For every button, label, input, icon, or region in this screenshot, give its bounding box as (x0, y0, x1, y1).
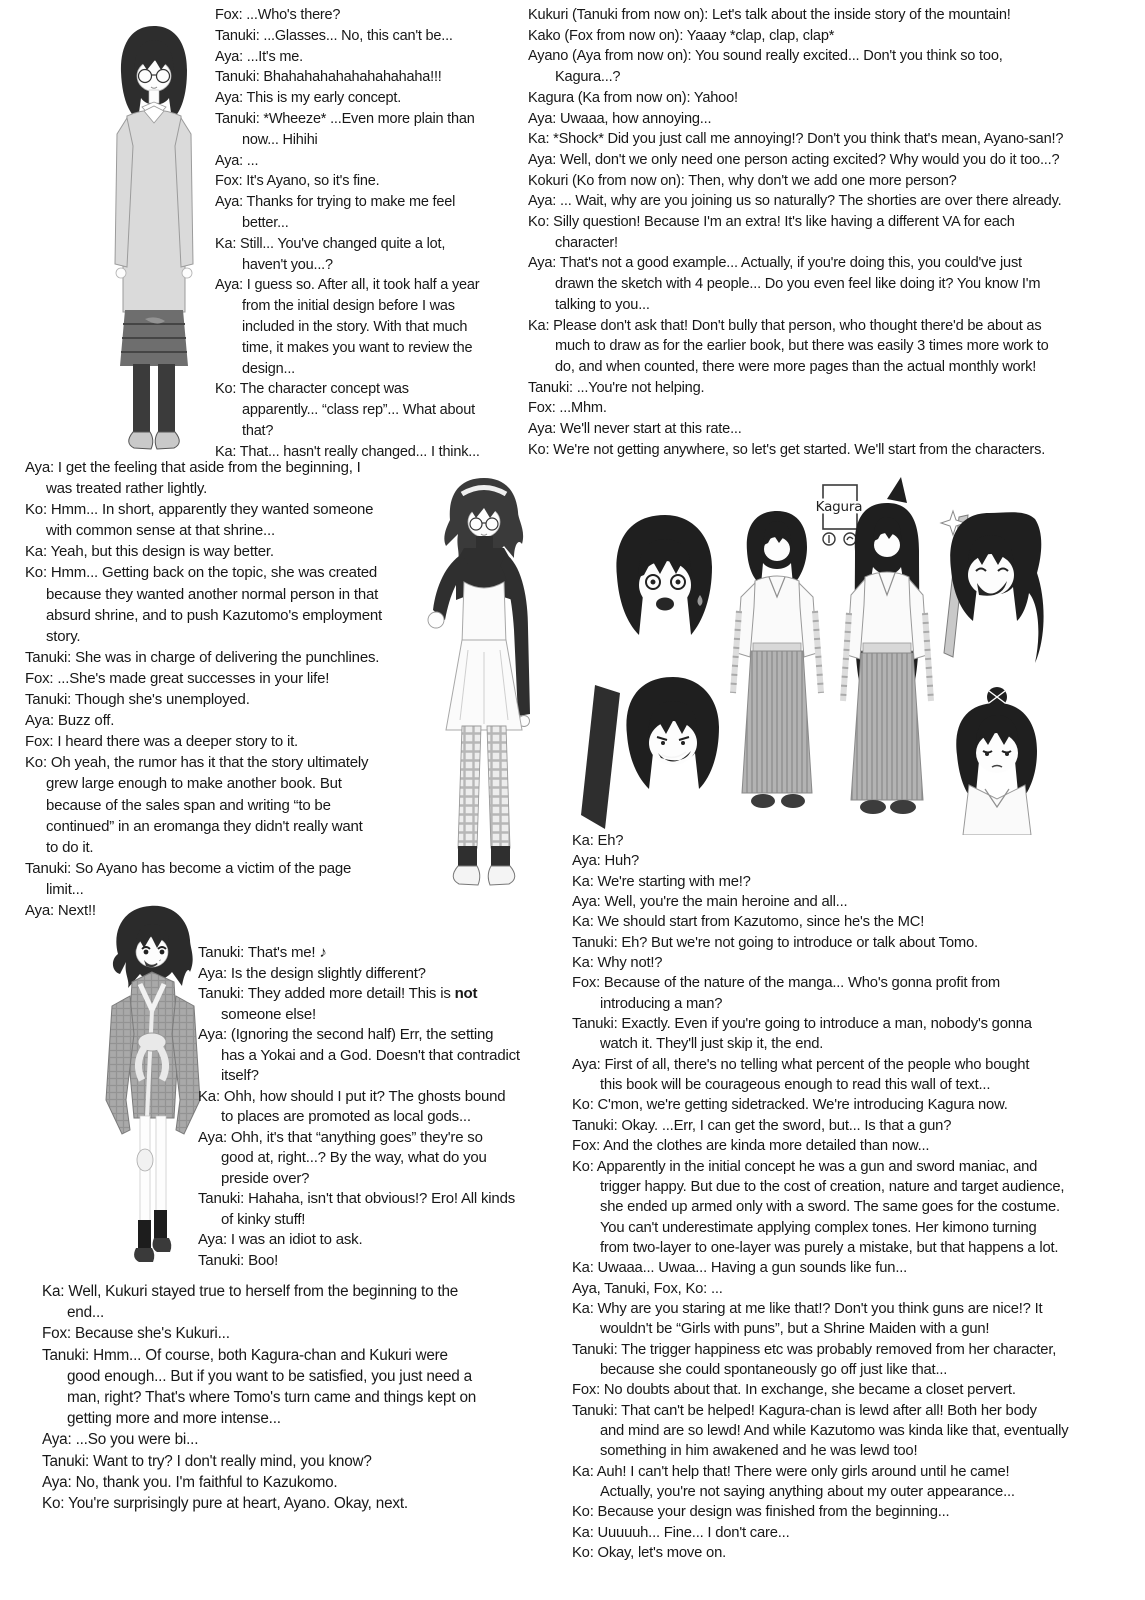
illustration-kukuri (92, 900, 208, 1277)
dialogue-line: Fox: It's Ayano, so it's fine. (215, 173, 380, 190)
dialogue-line: Tanuki: Boo! (198, 1251, 279, 1269)
dialogue-line: Aya: Thanks for trying to make me feel (215, 194, 456, 211)
dialogue-line: good at, right...? By the way, what do you (221, 1149, 487, 1166)
dialogue-line: to do it. (46, 838, 94, 856)
dialogue-line: someone else! (221, 1005, 316, 1023)
dialogue-line: Kokuri (Ko from now on): Then, why don't we add one more person? (528, 172, 957, 189)
dialogue-line: Ko: Okay, let's move on. (572, 1545, 727, 1562)
dialogue-line: Aya, Tanuki, Fox, Ko: ... (572, 1280, 723, 1297)
dialogue-line: Ka: Yeah, but this design is way better. (25, 543, 274, 561)
dialogue-line: Aya: I guess so. After all, it took half a year (215, 277, 480, 294)
dialogue-line: Actually, you're not saying anything about my outer appearance... (600, 1484, 1015, 1500)
dialogue-line: has a Yokai and a God. Doesn't that contradict (221, 1046, 520, 1064)
dialogue-line: Tanuki: Eh? But we're not going to introduce or talk about Tomo. (572, 934, 978, 951)
dialogue-line: Tanuki: That's me! ♪ (198, 944, 327, 961)
dialogue-line: Ko: Hmm... Getting back on the topic, she was created (25, 564, 378, 582)
dialogue-line: Ka: We should start from Kazutomo, since he's the MC! (572, 914, 925, 931)
dialogue-line: Tanuki: Though she's unemployed. (25, 691, 250, 709)
dialogue-line: Ka: Why are you staring at me like that!? Don't you think guns are nice!? It (572, 1300, 1043, 1317)
dialogue-line: Tanuki: Hahaha, isn't that obvious!? Ero! All kinds (198, 1190, 516, 1207)
dialogue-line: and mind are so lewd! And while Kazutomo was kinda like that, eventually (600, 1422, 1069, 1439)
dialogue-line: Aya: ... (215, 152, 259, 169)
dialogue-line: Aya: I get the feeling that aside from the beginning, I (25, 459, 361, 476)
ayano-second-concept-sketch (406, 468, 548, 906)
dialogue-line: Aya: ...So you were bi... (42, 1431, 199, 1449)
dialogue-line: because of the sales span and writing “to be (46, 796, 331, 814)
dialogue-line: Aya: Well, don't we only need one person acting excited? Why would you do it too...? (528, 151, 1060, 168)
dialogue-line: grew large enough to make another book. But (46, 775, 342, 793)
dialogue-line: Aya: First of all, there's no telling what percent of the people who bought (572, 1056, 1030, 1073)
dialogue-line: man, right? That's where Tomo's turn came and things kept on (67, 1389, 477, 1407)
dialogue-block-kukuri-footer (42, 1281, 587, 1514)
dialogue-block-kukuri (198, 943, 553, 1271)
dialogue-line: Tanuki: Hmm... Of course, both Kagura-chan and Kukuri were (42, 1346, 448, 1364)
dialogue-line: Aya: ... Wait, why are you joining us so naturally? The shorties are over there already. (528, 193, 1062, 210)
dialogue-line: Tanuki: The trigger happiness etc was probably removed from her character, (572, 1341, 1057, 1358)
dialogue-line: Fox: No doubts about that. In exchange, she became a closet pervert. (572, 1382, 1016, 1399)
dialogue-line: Ka: *Shock* Did you just call me annoying!? Don't you think that's mean, Ayano-san!? (528, 131, 1064, 148)
dialogue-line: Aya: This is my early concept. (215, 90, 402, 107)
dialogue-block-intro-right (528, 5, 1143, 460)
kagura-shocked-face-sketch (616, 515, 712, 635)
dialogue-line: Ka: Ohh, how should I put it? The ghosts bound (198, 1087, 506, 1105)
dialogue-line: Ko: The character concept was (215, 381, 409, 398)
dialogue-line: Aya: Ohh, it's that “anything goes” they're so (198, 1128, 483, 1146)
dialogue-line: Aya: Next!! (25, 901, 96, 919)
dialogue-line: time, it makes you want to review the (242, 339, 473, 356)
dialogue-line: getting more and more intense... (67, 1410, 281, 1428)
dialogue-line: included in the story. With that much (242, 318, 468, 335)
dialogue-line: Tanuki: That can't be helped! Kagura-chan is lewd after all! Both her body (572, 1402, 1037, 1419)
dialogue-line: limit... (46, 880, 84, 898)
illustration-ayano-second-concept (406, 468, 548, 911)
dialogue-line: trigger happy. But due to the cost of creation, nature and target audience, (600, 1178, 1065, 1195)
dialogue-line: because she could spontaneously go off just like that... (600, 1361, 948, 1378)
kagura-miko-front-sketch (733, 511, 821, 808)
dialogue-line: Fox: Because she's Kukuri... (42, 1325, 230, 1343)
dialogue-line: Aya: Well, you're the main heroine and all... (572, 894, 848, 911)
dialogue-line: introducing a man? (600, 995, 723, 1012)
dialogue-line: Ko: C'mon, we're getting sidetracked. We're introducing Kagura now. (572, 1097, 1008, 1114)
dialogue-line: Tanuki: Bhahahahahahahahahaha!!! (215, 69, 442, 86)
dialogue-line: Tanuki: *Wheeze* ...Even more plain than (215, 110, 475, 127)
dialogue-line: Ko: Because your design was finished from the beginning... (572, 1504, 950, 1521)
dialogue-line: Ko: We're not getting anywhere, so let's get started. We'll start from the characters. (528, 441, 1046, 458)
dialogue-line: Tanuki: They added more detail! This is not (198, 985, 478, 1002)
dialogue-line: this book will be courageous enough to read this wall of text... (600, 1077, 991, 1094)
ayano-early-concept-sketch (93, 14, 215, 456)
dialogue-line: preside over? (221, 1169, 310, 1187)
dialogue-line: that? (242, 422, 274, 439)
dialogue-line: Fox: And the clothes are kinda more detailed than now... (572, 1138, 930, 1155)
dialogue-line: Aya: ...It's me. (215, 48, 303, 65)
dialogue-line: good enough... But if you want to be satisfied, you just need a (67, 1367, 472, 1385)
dialogue-line: Kagura...? (555, 69, 621, 86)
dialogue-line: Fox: Because of the nature of the manga... Who's gonna profit from (572, 975, 1001, 992)
dialogue-line: with common sense at that shrine... (46, 522, 275, 540)
dialogue-line: Ka: That... hasn't really changed... I think... (215, 443, 480, 460)
dialogue-line: much to draw as for the earlier book, but there was easily 3 times more work to (555, 338, 1049, 355)
dialogue-line: Ayano (Aya from now on): You sound really excited... Don't you think so too, (528, 48, 1003, 65)
dialogue-line: Aya: Buzz off. (25, 712, 115, 730)
dialogue-line: Ka: Still... You've changed quite a lot, (215, 235, 446, 252)
dialogue-line: Tanuki: Want to try? I don't really mind, you know? (42, 1452, 372, 1470)
dialogue-line: of kinky stuff! (221, 1210, 306, 1228)
dialogue-line: Tanuki: She was in charge of delivering the punchlines. (25, 648, 380, 666)
dialogue-line: Aya: No, thank you. I'm faithful to Kazukomo. (42, 1473, 338, 1491)
dialogue-line: Aya: We'll never start at this rate... (528, 421, 742, 438)
dialogue-line: Ka: Why not!? (572, 955, 663, 972)
dialogue-line: Kako (Fox from now on): Yaaay *clap, clap, clap* (528, 27, 835, 44)
dialogue-line: to places are promoted as local gods... (221, 1108, 471, 1125)
dialogue-line: watch it. They'll just skip it, the end. (600, 1036, 824, 1053)
dialogue-line: drawn the sketch with 4 people... Do you even feel like doing it? You know I'm (555, 276, 1041, 293)
dialogue-line: Ka: Well, Kukuri stayed true to herself from the beginning to the (42, 1283, 459, 1300)
kukuri-tanuki-girl-sketch (92, 900, 208, 1272)
kagura-laughing-face-sketch (941, 511, 1044, 663)
dialogue-line: apparently... “class rep”... What about (242, 402, 475, 419)
dialogue-line: Aya: Huh? (572, 853, 640, 870)
dialogue-block-intro-left (215, 5, 547, 463)
dialogue-line: Ka: Eh? (572, 833, 624, 849)
dialogue-line: You can't underestimate applying complex tones. Her kimono turning (600, 1219, 1037, 1236)
dialogue-line: was treated rather lightly. (46, 480, 208, 498)
dialogue-line: Ka: Auh! I can't help that! There were only girls around until he came! (572, 1463, 1010, 1480)
dialogue-line: story. (46, 627, 81, 645)
dialogue-block-kagura (572, 831, 1145, 1563)
dialogue-line: design... (242, 360, 296, 377)
dialogue-line: Fox: I heard there was a deeper story to it. (25, 733, 299, 751)
dialogue-line: continued” in an eromanga they didn't really want (46, 817, 363, 835)
dialogue-line: haven't you...? (242, 256, 333, 273)
dialogue-line: she ended up armed only with a sword. The same goes for the costume. (600, 1199, 1060, 1216)
dialogue-line: Kagura (Ka from now on): Yahoo! (528, 89, 738, 106)
dialogue-line: Aya: That's not a good example... Actually, if you're doing this, you could've just (528, 255, 1022, 272)
kagura-label: Kagura (815, 499, 863, 515)
kagura-pouting-face-sketch (956, 687, 1037, 835)
dialogue-line: Ka: Please don't ask that! Don't bully that person, who thought there'd be about as (528, 317, 1042, 334)
dialogue-block-ayano (25, 457, 425, 921)
dialogue-line: itself? (221, 1067, 259, 1084)
dialogue-line: Tanuki: ...You're not helping. (528, 379, 705, 396)
dialogue-line: absurd shrine, and to push Kazutomo's employment (46, 606, 382, 624)
dialogue-line: Kukuri (Tanuki from now on): Let's talk about the inside story of the mountain! (528, 7, 1011, 23)
dialogue-line: Fox: ...She's made great successes in your life! (25, 669, 330, 687)
dialogue-line: from the initial design before I was (242, 298, 455, 315)
dialogue-line: something in him awakened and he was lewd too! (600, 1443, 918, 1460)
dialogue-line: end... (67, 1304, 105, 1322)
dialogue-line: Tanuki: ...Glasses... No, this can't be... (215, 27, 453, 44)
dialogue-line: Ka: Uuuuuh... Fine... I don't care... (572, 1524, 790, 1541)
dialogue-line: Ka: We're starting with me!? (572, 873, 751, 890)
kagura-grin-face-sketch (581, 677, 719, 829)
dialogue-line: Tanuki: Okay. ...Err, I can get the sword, but... Is that a gun? (572, 1117, 952, 1134)
dialogue-line: Fox: ...Who's there? (215, 7, 341, 23)
dialogue-line: do, and when counted, there were more pages than the actual monthly work! (555, 358, 1037, 375)
dialogue-line: Ko: You're surprisingly pure at heart, Ayano. Okay, next. (42, 1495, 408, 1513)
dialogue-line: wouldn't be “Girls with puns”, but a Shrine Maiden with a gun! (600, 1321, 990, 1338)
dialogue-line: Aya: Uwaaa, how annoying... (528, 110, 712, 127)
illustration-kagura-sheet (565, 455, 1145, 840)
dialogue-line: character! (555, 234, 618, 251)
dialogue-line: Aya: I was an idiot to ask. (198, 1231, 363, 1248)
dialogue-line: because they wanted another normal person in that (46, 585, 379, 603)
kagura-character-sheet-sketches (565, 455, 1145, 835)
dialogue-line: Ko: Silly question! Because I'm an extra! It's like having a different VA for each (528, 214, 1015, 231)
dialogue-line: now... Hihihi (242, 131, 318, 148)
dialogue-line: Ko: Apparently in the initial concept he was a gun and sword maniac, and (572, 1158, 1038, 1175)
dialogue-line: Ka: Uwaaa... Uwaa... Having a gun sounds like fun... (572, 1260, 908, 1277)
dialogue-line: Tanuki: Exactly. Even if you're going to introduce a man, nobody's gonna (572, 1016, 1032, 1033)
illustration-ayano-early-concept (93, 14, 215, 461)
dialogue-line: talking to you... (555, 296, 650, 313)
dialogue-line: from two-layer to one-layer was purely a mistake, but that happens a lot. (600, 1239, 1059, 1256)
dialogue-line: Tanuki: So Ayano has become a victim of the page (25, 859, 352, 877)
dialogue-line: Aya: (Ignoring the second half) Err, the setting (198, 1026, 494, 1043)
dialogue-line: better... (242, 214, 289, 231)
dialogue-line: Ko: Oh yeah, the rumor has it that the story ultimately (25, 754, 369, 772)
dialogue-line: Ko: Hmm... In short, apparently they wanted someone (25, 501, 374, 519)
dialogue-line: Aya: Is the design slightly different? (198, 964, 426, 982)
dialogue-line: Fox: ...Mhm. (528, 400, 607, 417)
